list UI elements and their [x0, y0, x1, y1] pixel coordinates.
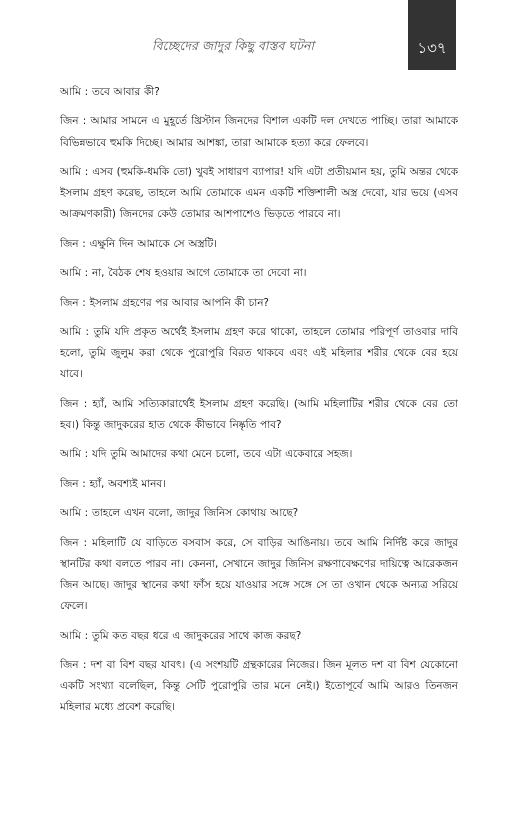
dialogue-line-13: আমি : তুমি কত বছর ধরে এ জাদুকরের সাথে কাজ করছ? — [60, 629, 302, 642]
dialogue-line-8: জিন : হ্যাঁ, আমি সত্যিকারার্থেই ইসলাম গ্রহণ করেছি। (আমি মহিলাটির শরীর থেকে বের তো হব।) কিন্তু জাদুকরের হাত থেকে কীভাবে নিষ্কৃতি পাব? — [60, 397, 458, 431]
dialogue-line-7: আমি : তুমি যদি প্রকৃত অর্থেই ইসলাম গ্রহণ করে থাকো, তাহলে তোমার পরিপূর্ণ তাওবার দাবি হলো, তুমি জুলুম করা থেকে পুরোপুরি বিরত থাকবে এবং এই মহিলার শরীর থেকে বের হয়ে যাবে। — [60, 326, 458, 381]
dialogue-line-6: জিন : ইসলাম গ্রহণের পর আবার আপনি কী চান? — [60, 296, 269, 309]
dialogue-line-12: জিন : মহিলাটি যে বাড়িতে বসবাস করে, সে বাড়ির আঙিনায়। তবে আমি নির্দিষ্ট করে জাদুর স্থানটির কথা বলতে পারব না। কেননা, সেখানে জাদুর জিনিস রক্ষণাবেক্ষণের দায়িত্বে আরেকজন জিন আছে। জাদুর স্থানের কথা ফাঁস হয়ে যাওয়ার সঙ্গে সঙ্গে সে তা ওখান থেকে অন্যত্র সরিয়ে ফেলে। — [60, 536, 458, 613]
dialogue-line-1: আমি : তবে আবার কী? — [60, 86, 160, 98]
page-body — [60, 82, 458, 802]
dialogue-line-3: আমি : এসব (হুমকি-ধমকি তো) খুবই সাধারণ ব্যাপার! যদি এটা প্রতীয়মান হয়, তুমি অন্তর থেকে ইসলাম গ্রহণ করেছ, তাহলে আমি তোমাকে এমন একটি শক্তিশালী অস্ত্র দেবো, যার ভয়ে (এসব আক্রমণকারী) জিনদের কেউ তোমার আশপাশেও ভিড়তে পারবে না। — [60, 166, 458, 221]
dialogue-line-10: জিন : হ্যাঁ, অবশ্যই মানব। — [60, 477, 166, 490]
dialogue-line-9: আমি : যদি তুমি আমাদের কথা মেনে চলো, তবে এটা একেবারে সহজ। — [60, 448, 353, 461]
dialogue-line-14: জিন : দশ বা বিশ বছর যাবৎ। (এ সংশয়টি গ্রন্থকারের নিজের। জিন মূলত দশ বা বিশ যেকোনো একটি সংখ্যা বলেছিল, কিন্তু সেটি পুরোপুরি তার মনে নেই।) ইতোপূর্বে আমি আরও তিনজন মহিলার মধ্যে প্রবেশ করেছি। — [60, 659, 458, 714]
dialogue-line-2: জিন : আমার সামনে এ মুহূর্তে খ্রিস্টান জিনদের বিশাল একটি দল দেখতে পাচ্ছি। তারা আমাকে বিভিন্নভাবে হুমকি দিচ্ছে। আমার আশঙ্কা, তারা আমাকে হত্যা করে ফেলবে। — [60, 115, 458, 149]
page-number: ১৩৭ — [417, 39, 447, 57]
page-header — [0, 0, 528, 70]
dialogue-line-5: আমি : না, বৈঠক শেষ হওয়ার আগে তোমাকে তা দেবো না। — [60, 267, 307, 280]
running-title: বিচ্ছেদের জাদুর কিছু বাস্তব ঘটনা — [152, 38, 315, 53]
dialogue-line-11: আমি : তাহলে এখন বলো, জাদুর জিনিস কোথায় আছে? — [60, 507, 299, 520]
page-number-box — [408, 0, 456, 70]
dialogue-line-4: জিন : এক্ষুনি দিন আমাকে সে অস্ত্রটি। — [60, 237, 217, 250]
